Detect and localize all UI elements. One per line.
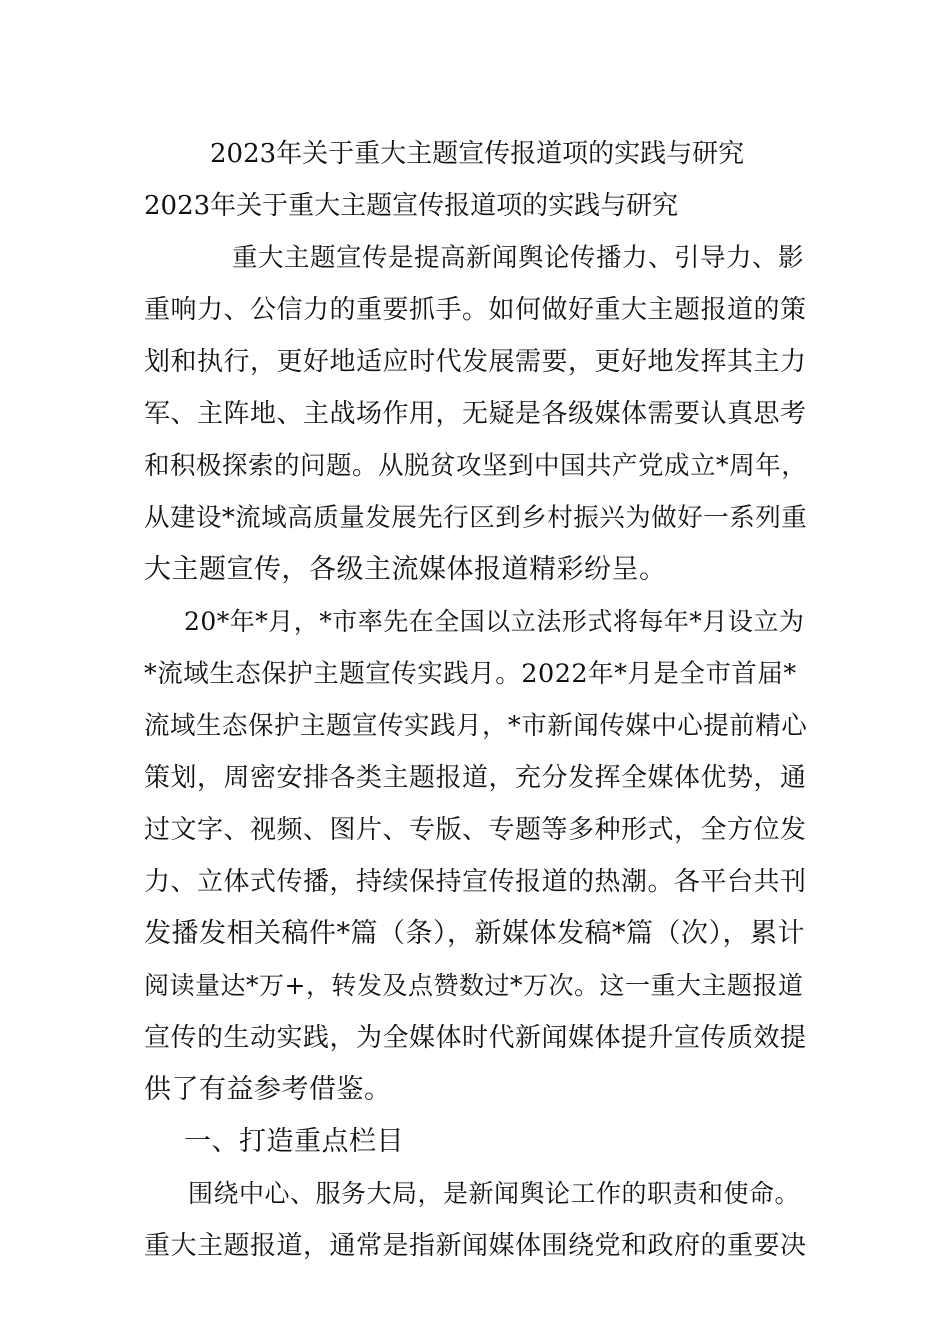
paragraph-line: 20*年*月，*市率先在全国以立法形式将每年*月设立为 <box>184 607 805 636</box>
paragraph-1 <box>144 232 808 596</box>
paragraph-line: 策划，周密安排各类主题报道，充分发挥全媒体优势，通 <box>144 763 807 793</box>
paragraph-line: 流域生态保护主题宣传实践月，*市新闻传媒中心提前精心 <box>144 711 808 741</box>
paragraph-line: 宣传的生动实践，为全媒体时代新闻媒体提升宣传质效提 <box>144 1023 807 1053</box>
paragraph-line: 阅读量达*万+，转发及点赞数过*万次。这一重大主题报道 <box>144 971 804 1000</box>
paragraph-line: 从建设*流域高质量发展先行区到乡村振兴为做好一系列重 <box>144 503 808 533</box>
paragraph-line: 发播发相关稿件*篇（条），新媒体发稿*篇（次），累计 <box>144 918 805 949</box>
document-subtitle: 2023年关于重大主题宣传报道项的实践与研究 <box>144 191 679 221</box>
paragraph-3 <box>144 1168 808 1272</box>
paragraph-line: 军、主阵地、主战场作用，无疑是各级媒体需要认真思考 <box>144 399 807 429</box>
paragraph-line: *流域生态保护主题宣传实践月。2022年*月是全市首届* <box>144 659 797 689</box>
paragraph-2 <box>144 596 808 1116</box>
paragraph-line: 重大主题报道，通常是指新闻媒体围绕党和政府的重要决 <box>144 1231 807 1261</box>
paragraph-line: 力、立体式传播，持续保持宣传报道的热潮。各平台共刊 <box>144 867 807 897</box>
paragraph-line: 过文字、视频、图片、专版、专题等多种形式，全方位发 <box>144 815 807 845</box>
document-body <box>144 128 808 1272</box>
paragraph-line: 大主题宣传，各级主流媒体报道精彩纷呈。 <box>144 554 667 585</box>
paragraph-line: 围绕中心、服务大局，是新闻舆论工作的职责和使命。 <box>188 1179 801 1208</box>
paragraph-line: 重响力、公信力的重要抓手。如何做好重大主题报道的策 <box>144 295 807 325</box>
section-heading: 一、打造重点栏目 <box>184 1126 404 1157</box>
paragraph-line: 供了有益参考借鉴。 <box>144 1074 392 1105</box>
document-title: 2023年关于重大主题宣传报道项的实践与研究 <box>210 139 745 169</box>
paragraph-line: 重大主题宣传是提高新闻舆论传播力、引导力、影 <box>232 243 805 273</box>
paragraph-line: 划和执行，更好地适应时代发展需要，更好地发挥其主力 <box>144 347 807 377</box>
paragraph-line: 和积极探索的问题。从脱贫攻坚到中国共产党成立*周年， <box>144 451 808 481</box>
